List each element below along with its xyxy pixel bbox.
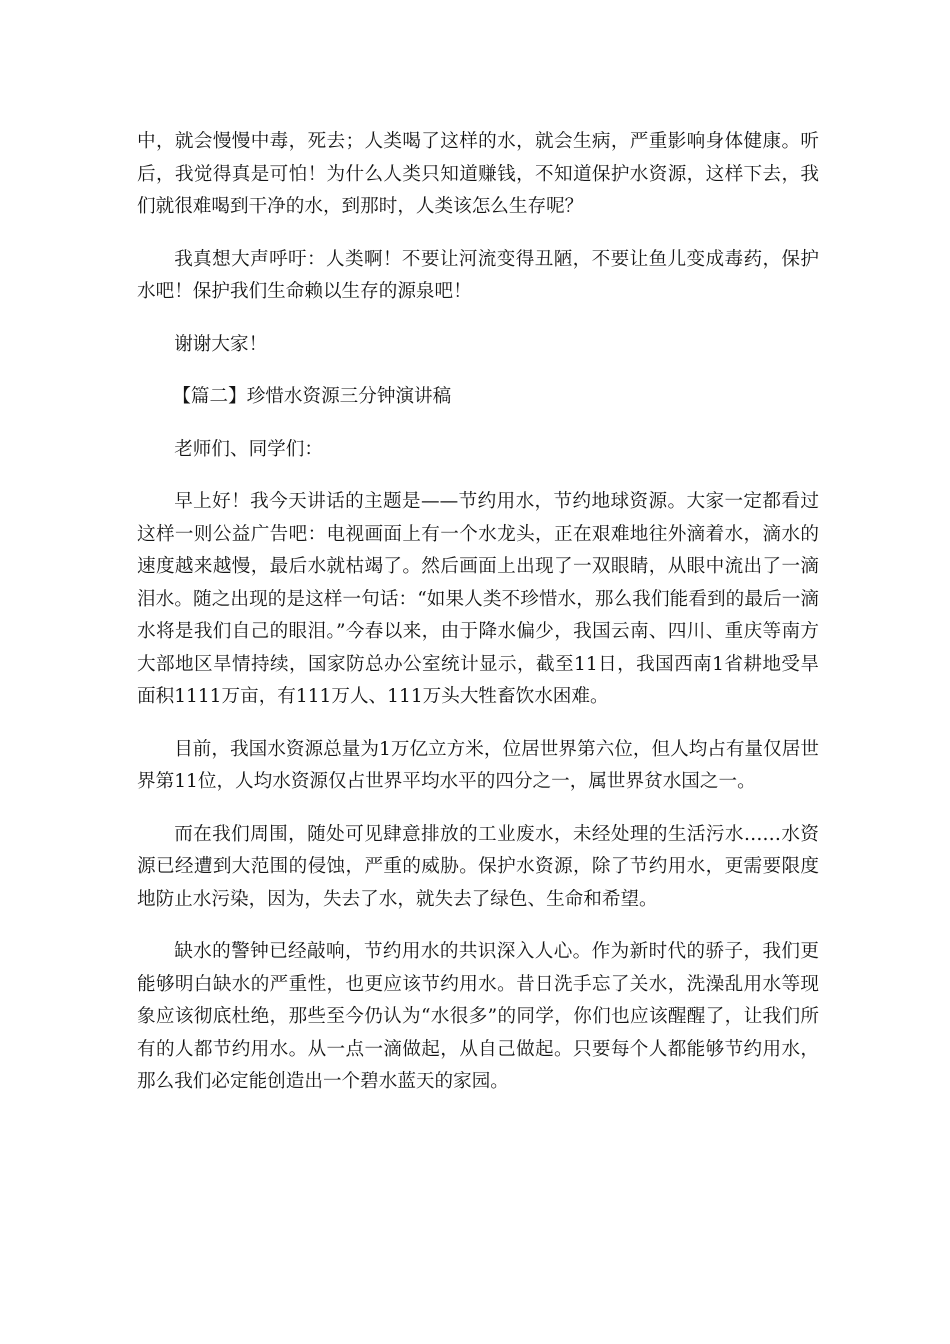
document-page bbox=[137, 126, 819, 1119]
paragraph-continuation: 中，就会慢慢中毒，死去；人类喝了这样的水，就会生病，严重影响身体健康。听后，我觉得真是可怕！为什么人类只知道赚钱，不知道保护水资源，这样下去，我们就很难喝到干净的水，到那时，人类该怎么生存呢？ bbox=[137, 131, 819, 217]
paragraph-conclusion: 缺水的警钟已经敲响，节约用水的共识深入人心。作为新时代的骄子，我们更能够明白缺水的严重性，也更应该节约用水。昔日洗手忘了关水，洗澡乱用水等现象应该彻底杜绝，那些至今仍认为“水很多”的同学，你们也应该醒醒了，让我们所有的人都节约用水。从一点一滴做起，从自己做起。只要每个人都能够节约用水，那么我们必定能创造出一个碧水蓝天的家园。 bbox=[137, 941, 819, 1092]
paragraph-statistics: 目前，我国水资源总量为1万亿立方米，位居世界第六位，但人均占有量仅居世界第11位，人均水资源仅占世界平均水平的四分之一，属世界贫水国之一。 bbox=[137, 738, 819, 792]
paragraph-greeting: 老师们、同学们： bbox=[174, 438, 323, 460]
section-heading: 【篇二】珍惜水资源三分钟演讲稿 bbox=[172, 386, 452, 407]
paragraph-opening: 早上好！我今天讲话的主题是——节约用水，节约地球资源。大家一定都看过这样一则公益广告吧：电视画面上有一个水龙头，正在艰难地往外滴着水，滴水的速度越来越慢，最后水就枯竭了。然后画面上出现了一双眼睛，从眼中流出了一滴泪水。随之出现的是这样一句话：“如果人类不珍惜水，那么我们能看到的最后一滴水将是我们自己的眼泪。”今春以来，由于降水偏少，我国云南、四川、重庆等南方大部地区旱情持续，国家防总办公室统计显示，截至11日，我国西南1省耕地受旱面积1111万亩，有111万人、111万头大牲畜饮水困难。 bbox=[137, 491, 819, 707]
paragraph-thanks: 谢谢大家！ bbox=[174, 333, 268, 355]
paragraph-appeal: 我真想大声呼吁：人类啊！不要让河流变得丑陋，不要让鱼儿变成毒药，保护水吧！保护我们生命赖以生存的源泉吧！ bbox=[137, 248, 819, 302]
paragraph-pollution: 而在我们周围，随处可见肆意排放的工业废水，未经处理的生活污水……水资源已经遭到大范围的侵蚀，严重的威胁。保护水资源，除了节约用水，更需要限度地防止水污染，因为，失去了水，就失去了绿色、生命和希望。 bbox=[137, 823, 819, 910]
